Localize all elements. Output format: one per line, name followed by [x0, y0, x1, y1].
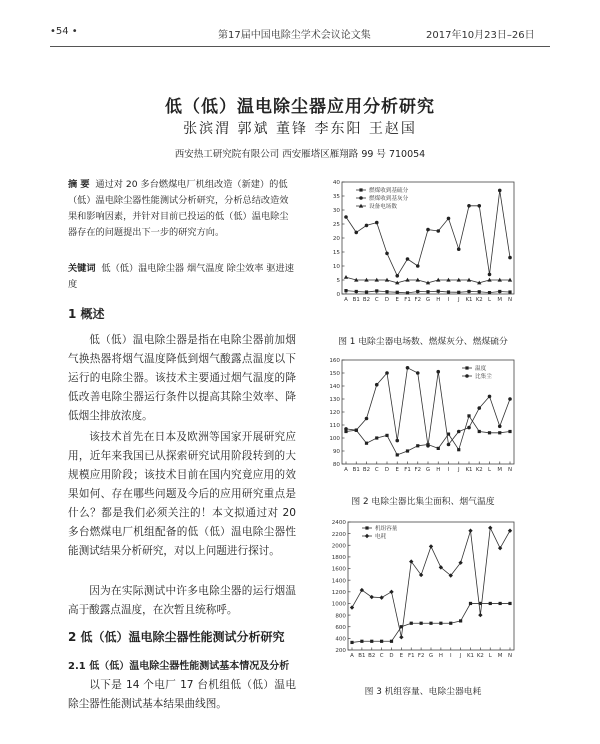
x-tick-label: B1: [352, 297, 360, 303]
data-point: [426, 228, 430, 232]
x-tick-label: B1: [358, 653, 366, 659]
data-point: [429, 622, 432, 625]
data-point: [439, 622, 442, 625]
legend-label: 温度: [475, 366, 487, 372]
x-tick-label: H: [438, 653, 443, 659]
y-tick-label: 160: [329, 358, 340, 365]
series-2: [344, 275, 512, 284]
data-point: [360, 640, 363, 643]
paragraph-2: 该技术首先在日本及欧洲等国家开展研究应用，近年来我国已从探索研究试用阶段转到的大规模应用阶段；该技术目前在国内究竟应用的效果如何、存在哪些问题及今后的应用研究重点是什么？都是我们必须关注的！本文拟通过对 20 多台燃煤电厂机组配备的低（低）温电除尘器性能测试结果分析研究，对以上问题进行探讨。: [68, 431, 296, 557]
x-tick-label: B1: [352, 467, 360, 473]
data-point: [457, 448, 460, 451]
data-point: [379, 595, 383, 599]
conference-date: 2017年10月23日–26日: [426, 30, 535, 41]
x-tick-label: F1: [407, 653, 415, 659]
y-tick-label: 30: [332, 208, 340, 215]
data-point: [498, 431, 501, 434]
data-point: [477, 406, 481, 410]
x-tick-label: I: [447, 467, 450, 473]
x-tick-label: F2: [417, 653, 425, 659]
data-point: [365, 290, 368, 293]
y-tick-label: 200: [335, 648, 346, 655]
data-point: [447, 217, 451, 221]
data-point: [437, 290, 440, 293]
x-tick-label: G: [428, 653, 434, 659]
y-tick-label: 120: [329, 410, 340, 417]
data-point: [429, 544, 433, 548]
legend-marker: [365, 534, 369, 538]
data-point: [396, 453, 399, 456]
x-tick-label: E: [395, 297, 399, 303]
legend-label: 机组容量: [375, 526, 398, 532]
legend-label: 燃煤收到基灰分: [369, 196, 409, 202]
legend-marker: [365, 526, 368, 529]
x-tick-label: G: [425, 467, 431, 473]
x-tick-label: J: [459, 653, 462, 659]
x-tick-label: D: [384, 297, 390, 303]
data-point: [420, 622, 423, 625]
data-point: [354, 428, 358, 432]
y-tick-label: 110: [329, 423, 340, 430]
data-point: [416, 371, 420, 375]
paragraph-4: 以下是 14 个电厂 17 台机组低（低）温电除尘器性能测试基本结果曲线图。: [68, 679, 296, 710]
data-point: [449, 622, 452, 625]
data-point: [488, 395, 492, 399]
x-tick-label: H: [436, 297, 441, 303]
x-tick-label: C: [374, 297, 379, 303]
data-point: [365, 442, 368, 445]
x-tick-label: I: [449, 653, 452, 659]
figure-3-caption: 图 3 机组容量、电除尘器电耗: [364, 687, 482, 697]
x-tick-label: J: [457, 297, 460, 303]
data-point: [375, 289, 378, 292]
data-point: [437, 447, 440, 450]
data-point: [344, 289, 347, 292]
y-tick-label: 400: [335, 636, 346, 643]
data-point: [375, 383, 379, 387]
x-tick-label: D: [384, 467, 390, 473]
data-point: [370, 640, 373, 643]
x-tick-label: C: [379, 653, 384, 659]
x-tick-label: L: [488, 653, 492, 659]
x-tick-label: K1: [465, 297, 473, 303]
x-tick-label: M: [497, 467, 503, 473]
keywords: [68, 261, 296, 293]
data-point: [365, 224, 369, 228]
x-tick-label: M: [497, 297, 503, 303]
data-point: [426, 444, 430, 448]
data-point: [467, 204, 471, 208]
y-tick-label: 2200: [331, 531, 346, 538]
keywords-label: 关键词: [68, 263, 96, 274]
data-point: [499, 602, 502, 605]
data-point: [375, 436, 378, 439]
proceedings-title: 第17届中国电除尘学术会议论文集: [218, 30, 371, 41]
data-point: [447, 443, 451, 447]
data-point: [350, 641, 353, 644]
data-point: [396, 291, 399, 294]
data-point: [508, 290, 511, 293]
data-point: [385, 290, 388, 293]
y-tick-label: 1200: [331, 590, 346, 597]
data-point: [498, 189, 502, 193]
data-point: [385, 252, 389, 256]
legend-label: 设备电场数: [369, 204, 397, 210]
figure-2-chart: [318, 356, 518, 482]
legend-marker: [359, 188, 362, 191]
x-tick-label: N: [507, 297, 513, 303]
data-point: [468, 529, 472, 533]
data-point: [406, 291, 409, 294]
legend-marker: [465, 374, 469, 378]
figure-2-caption: 图 2 电除尘器比集尘面积、烟气温度: [351, 497, 495, 507]
data-point: [457, 430, 461, 434]
abstract: [68, 177, 296, 241]
figure-1-caption: 图 1 电除尘器电场数、燃煤灰分、燃煤硫分: [338, 337, 508, 347]
paragraph-3: 因为在实际测试中许多电除尘器的运行烟温高于酸露点温度，在次暂且统称呼。: [68, 585, 296, 616]
data-point: [508, 430, 511, 433]
x-tick-label: B2: [362, 297, 371, 303]
data-point: [436, 229, 440, 233]
data-point: [395, 274, 399, 278]
legend-marker: [465, 366, 468, 369]
data-point: [355, 290, 358, 293]
data-point: [395, 439, 399, 443]
data-point: [344, 275, 348, 279]
data-point: [406, 366, 410, 370]
data-point: [406, 449, 409, 452]
x-tick-label: K2: [475, 297, 483, 303]
x-tick-label: L: [487, 467, 492, 473]
x-tick-label: H: [436, 467, 441, 473]
data-point: [467, 426, 471, 430]
y-tick-label: 15: [332, 250, 340, 257]
data-point: [508, 256, 512, 260]
x-tick-label: K1: [465, 467, 473, 473]
data-point: [380, 640, 383, 643]
data-point: [508, 397, 512, 401]
data-point: [457, 247, 461, 251]
x-tick-label: F1: [404, 467, 411, 473]
y-tick-label: 1600: [331, 566, 346, 573]
y-tick-label: 25: [332, 222, 340, 229]
y-tick-label: 80: [332, 462, 340, 469]
series-0: [344, 414, 511, 456]
x-tick-label: A: [344, 467, 348, 473]
x-tick-label: N: [507, 653, 513, 659]
data-point: [477, 204, 481, 208]
x-tick-label: F1: [404, 297, 411, 303]
series-line: [352, 528, 510, 637]
y-tick-label: 130: [329, 397, 340, 404]
data-point: [478, 290, 481, 293]
y-tick-label: 0: [336, 292, 340, 299]
data-point: [488, 526, 492, 530]
data-point: [416, 264, 420, 268]
paragraph-1: 低（低）温电除尘器是指在电除尘器前加烟气换热器将烟气温度降低到烟气酸露点温度以下运行的电除尘器。该技术主要通过烟气温度的降低改善电除尘器运行条件以提高其除尘效率、降低烟尘排放浓度。: [68, 334, 296, 422]
data-point: [467, 290, 470, 293]
keywords-text: 低（低）温电除尘器 烟气温度 除尘效率 驱进速度: [68, 263, 294, 290]
legend-label: 电耗: [375, 534, 387, 540]
data-point: [410, 622, 413, 625]
data-point: [447, 290, 450, 293]
x-tick-label: K2: [475, 467, 483, 473]
data-point: [498, 546, 502, 550]
data-point: [488, 291, 491, 294]
data-point: [498, 425, 502, 429]
data-point: [436, 370, 440, 374]
paper-title: 低（低）温电除尘器应用分析研究: [165, 97, 435, 117]
data-point: [488, 431, 491, 434]
y-tick-label: 800: [335, 613, 346, 620]
y-tick-label: 1000: [331, 601, 346, 608]
data-point: [457, 291, 460, 294]
data-point: [488, 273, 492, 277]
y-tick-label: 140: [329, 384, 340, 391]
paper-authors: 张滨渭 郭斌 董锋 李东阳 王赵国: [183, 121, 417, 137]
x-tick-label: M: [497, 653, 503, 659]
data-point: [385, 434, 388, 437]
legend-label: 燃煤收到基硫分: [369, 188, 409, 194]
x-tick-label: N: [507, 467, 513, 473]
x-tick-label: E: [395, 467, 399, 473]
x-tick-label: K2: [476, 653, 484, 659]
y-tick-label: 100: [329, 436, 340, 443]
x-tick-label: G: [425, 297, 431, 303]
y-tick-label: 10: [332, 264, 340, 271]
x-tick-label: I: [447, 297, 450, 303]
data-point: [416, 290, 419, 293]
data-point: [389, 590, 393, 594]
y-tick-label: 20: [332, 236, 340, 243]
series-line: [346, 416, 510, 455]
x-tick-label: D: [389, 653, 394, 659]
header-rule: [50, 46, 550, 47]
data-point: [459, 619, 462, 622]
abstract-label: 摘 要: [68, 179, 90, 190]
x-tick-label: A: [344, 297, 348, 303]
data-point: [498, 290, 501, 293]
data-point: [469, 602, 472, 605]
x-tick-label: L: [487, 297, 492, 303]
series-0: [350, 602, 511, 644]
data-point: [416, 444, 419, 447]
page-number: •54 •: [50, 26, 78, 37]
x-tick-label: F2: [414, 467, 422, 473]
data-point: [508, 602, 511, 605]
data-point: [375, 221, 379, 225]
section-1-heading: 1 概述: [68, 307, 105, 321]
x-tick-label: J: [457, 467, 460, 473]
data-point: [467, 414, 470, 417]
data-point: [478, 430, 481, 433]
y-tick-label: 35: [332, 194, 340, 201]
y-tick-label: 5: [336, 278, 340, 285]
y-tick-label: 2000: [331, 543, 346, 550]
data-point: [426, 290, 429, 293]
data-point: [344, 427, 348, 431]
legend-marker: [359, 196, 363, 200]
legend-label: 比集尘: [475, 374, 492, 380]
y-tick-label: 90: [332, 449, 340, 456]
data-point: [489, 602, 492, 605]
y-tick-label: 600: [335, 624, 346, 631]
x-tick-label: E: [399, 653, 404, 659]
x-tick-label: A: [350, 653, 354, 659]
y-tick-label: 2400: [331, 520, 346, 527]
abstract-text: 通过对 20 多台燃煤电厂机组改造（新建）的低（低）温电除尘器性能测试分析研究，分析总结改造效果和影响因素，并针对目前已投运的低（低）温电除尘器存在的问题提出下一步的研究方向。: [68, 179, 289, 238]
data-point: [508, 529, 512, 533]
x-tick-label: C: [374, 467, 379, 473]
data-point: [354, 231, 358, 235]
plot-frame: [342, 182, 514, 294]
data-point: [344, 215, 348, 219]
y-tick-label: 40: [332, 180, 340, 187]
data-point: [385, 371, 389, 375]
section-2-heading: 2 低（低）温电除尘器性能测试分析研究: [68, 630, 285, 644]
x-tick-label: K1: [467, 653, 474, 659]
figure-1-chart: [318, 178, 518, 312]
data-point: [365, 417, 369, 421]
x-tick-label: B2: [362, 467, 371, 473]
data-point: [350, 605, 354, 609]
y-tick-label: 150: [329, 371, 340, 378]
paper-affiliation: 西安热工研究院有限公司 西安雁塔区雁翔路 99 号 710054: [174, 149, 426, 160]
y-tick-label: 1400: [331, 578, 346, 585]
data-point: [399, 635, 403, 639]
data-point: [406, 257, 410, 261]
data-point: [390, 640, 393, 643]
x-tick-label: B2: [368, 653, 376, 659]
section-2-1-heading: 2.1 低（低）温电除尘器性能测试基本情况及分析: [68, 661, 290, 672]
x-tick-label: F2: [414, 297, 422, 303]
figure-3-chart: [318, 518, 518, 670]
y-tick-label: 1800: [331, 555, 346, 562]
data-point: [478, 613, 482, 617]
